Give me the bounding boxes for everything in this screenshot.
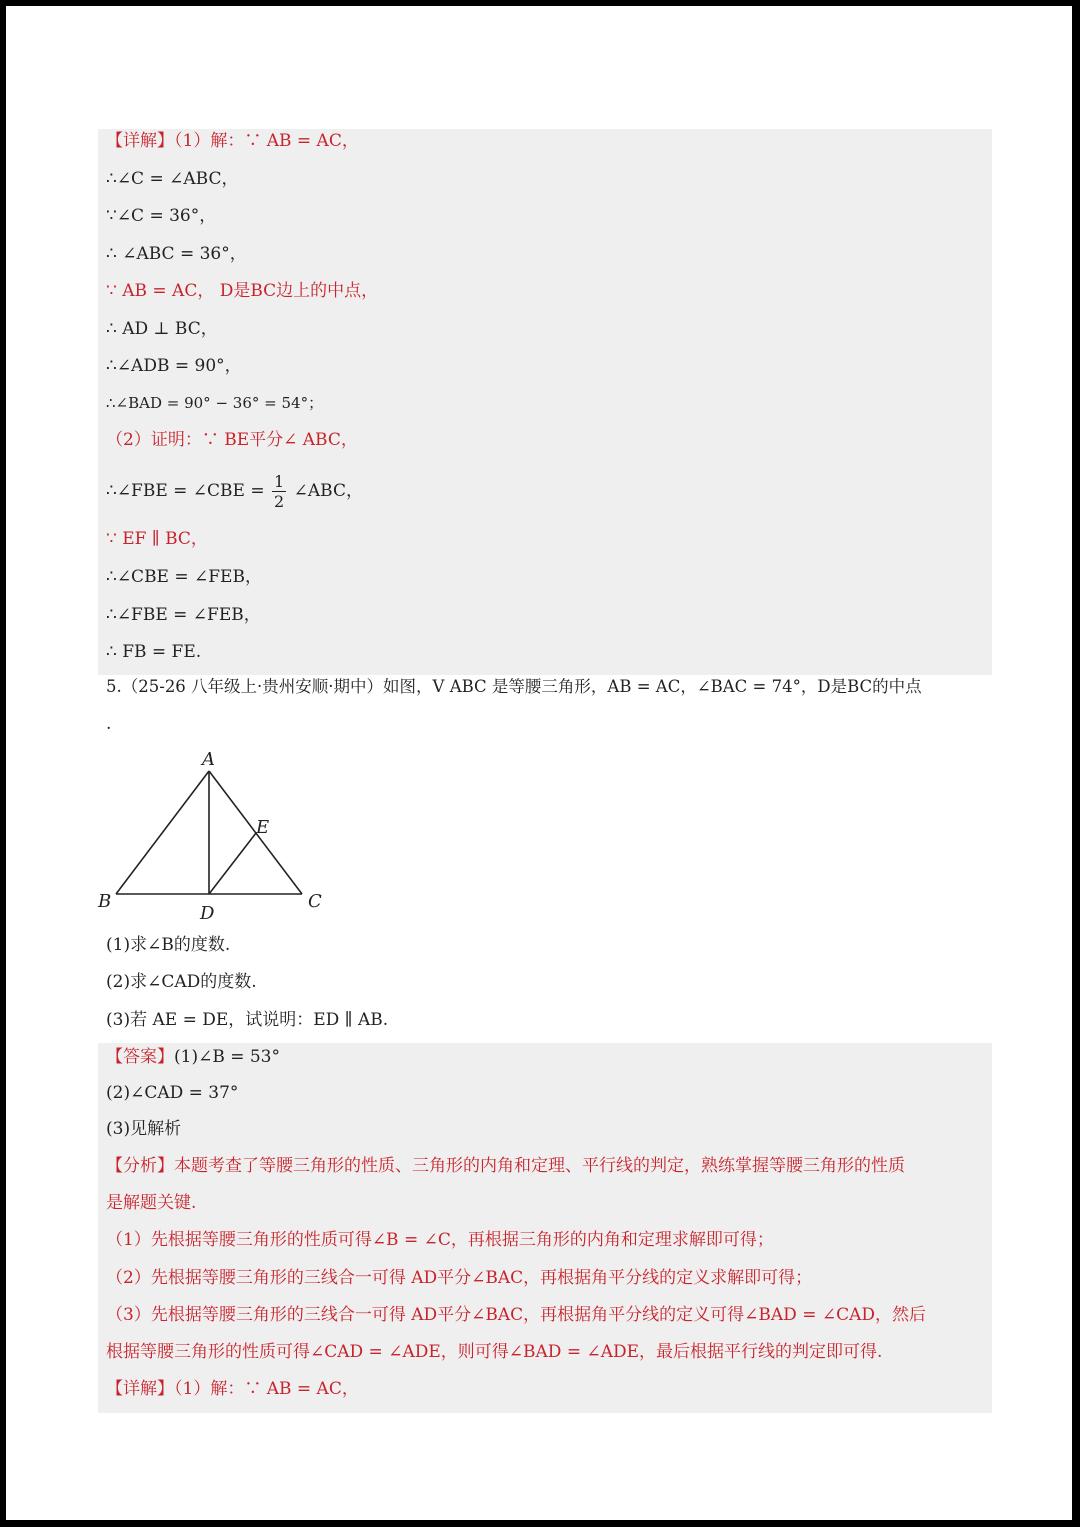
label-d: D [200, 903, 215, 924]
answer-3: (3)见解析 [106, 1119, 182, 1139]
question-3: (3)若 AE = DE，试说明：ED ∥ AB. [106, 1010, 389, 1030]
detail-heading-line: 【详解】（1）解：∵ AB = AC， [106, 131, 359, 151]
question-2: (2)求∠CAD的度数. [106, 972, 257, 992]
answer-1: (1)∠B = 53° [174, 1047, 281, 1067]
segment-ab [116, 771, 209, 894]
step-line-14: ∴ FB = FE. [106, 642, 202, 662]
proof-heading-line: （2）证明：∵ BE平分∠ ABC， [106, 430, 358, 450]
label-b: B [98, 891, 112, 912]
fraction-line [106, 469, 363, 513]
question-1: (1)求∠B的度数. [106, 935, 231, 955]
step-line-13: ∴∠FBE = ∠FEB， [106, 605, 261, 625]
analysis-line-2: 是解题关键. [106, 1193, 197, 1213]
answer-line-1 [106, 1045, 280, 1069]
analysis-line-5: （3）先根据等腰三角形的三线合一可得 AD平分∠BAC，再根据角平分线的定义可得∠BAD = ∠CAD，然后 [106, 1305, 926, 1325]
label-c: C [308, 891, 322, 912]
detail-line-2: 【详解】（1）解：∵ AB = AC， [106, 1379, 359, 1399]
step-line-7: ∴∠ADB = 90°， [106, 356, 242, 376]
label-a: A [202, 749, 215, 770]
analysis-line-3: （1）先根据等腰三角形的性质可得∠B = ∠C，再根据三角形的内角和定理求解即可得； [106, 1230, 774, 1250]
label-e: E [256, 817, 270, 838]
step-line-3: ∵∠C = 36°， [106, 206, 217, 226]
step-line-5: ∵ AB = AC， D是BC边上的中点， [106, 281, 379, 301]
triangle-figure [86, 741, 346, 926]
answer-tag: 【答案】 [106, 1047, 174, 1067]
problem-5-stem: 5.（25-26 八年级上·贵州安顺·期中）如图，V ABC 是等腰三角形，AB = AC，∠BAC = 74°，D是BC的中点 [106, 677, 922, 696]
fraction-numerator: 1 [274, 472, 285, 491]
step-line-2: ∴∠C = ∠ABC， [106, 169, 239, 189]
segment-de [209, 833, 256, 894]
analysis-line-4: （2）先根据等腰三角形的三线合一可得 AD平分∠BAC，再根据角平分线的定义求解即可得； [106, 1268, 813, 1288]
step-line-4: ∴ ∠ABC = 36°， [106, 244, 247, 264]
analysis-line-1 [106, 1154, 905, 1178]
step-line-6: ∴ AD ⊥ BC， [106, 319, 218, 339]
fraction-line-left: ∴∠FBE = ∠CBE = [106, 481, 265, 501]
answer-2: (2)∠CAD = 37° [106, 1083, 239, 1103]
step-line-8: ∴∠BAD = 90° − 36° = 54°； [106, 394, 324, 412]
problem-5-stem-continuation: . [106, 714, 112, 734]
one-half-fraction [272, 472, 286, 511]
fraction-line-right: ∠ABC， [293, 481, 363, 501]
analysis-text-1: 本题考查了等腰三角形的性质、三角形的内角和定理、平行线的判定，熟练掌握等腰三角形的性质 [174, 1156, 905, 1176]
document-page [6, 6, 1072, 1520]
step-line-12: ∴∠CBE = ∠FEB， [106, 567, 262, 587]
analysis-tag: 【分析】 [106, 1156, 174, 1176]
step-line-11: ∵ EF ∥ BC， [106, 529, 208, 549]
analysis-line-6: 根据等腰三角形的性质可得∠CAD = ∠ADE，则可得∠BAD = ∠ADE，最后根据平行线的判定即可得. [106, 1342, 883, 1362]
fraction-denominator: 2 [274, 492, 285, 511]
